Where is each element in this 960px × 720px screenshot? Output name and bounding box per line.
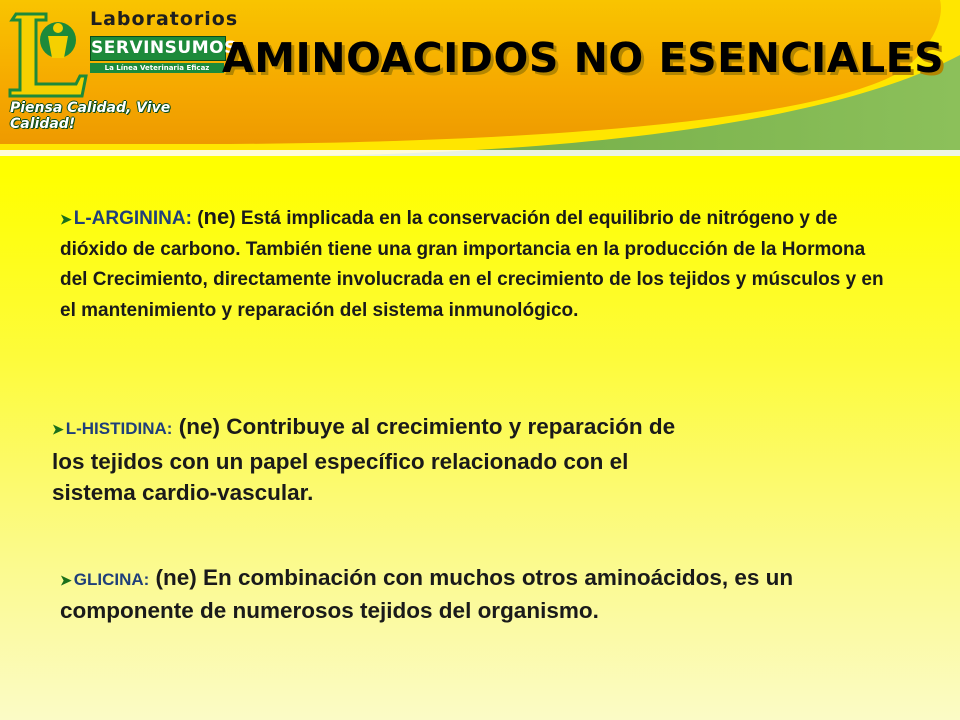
logo-name: Laboratorios: [90, 8, 239, 30]
arrow-bullet-icon: ➤: [60, 211, 72, 227]
item-qualifier: ne: [203, 204, 230, 229]
item-term: L-HISTIDINA:: [65, 419, 173, 438]
list-item: [60, 202, 890, 326]
company-logo: [6, 6, 239, 132]
item-term: L-ARGININA:: [73, 208, 192, 229]
item-qualifier-open: (: [191, 208, 204, 229]
item-text: (ne) En combinación con muchos otros aminoácidos, es un componente de numerosos tejidos del organismo.: [60, 565, 794, 623]
logo-emblem-icon: [6, 6, 90, 98]
arrow-bullet-icon: ➤: [60, 572, 72, 588]
item-text: (ne) Contribuye al crecimiento y reparación de los tejidos con un papel específico relacionado con el sistema cardio-vascular.: [52, 414, 676, 505]
logo-brand: SERVINSUMOS: [90, 36, 226, 61]
logo-slogan: Piensa Calidad, Vive Calidad!: [10, 100, 171, 132]
header-banner: [0, 0, 960, 170]
item-term: GLICINA:: [73, 570, 150, 589]
list-item: [60, 563, 800, 626]
arrow-bullet-icon: ➤: [52, 421, 64, 437]
list-item: [52, 411, 692, 509]
logo-tagline: La Línea Veterinaria Eficaz: [90, 63, 224, 73]
item-text: Está implicada en la conservación del equilibrio de nitrógeno y de dióxido de carbono. También tiene una gran importancia en la producción de la Hormona del Crecimiento, directamente involucrada en el crecimiento de los tejidos y músculos y en el mantenimiento y reparación del sistema inmunológico.: [60, 208, 884, 321]
item-qualifier-close: ): [229, 208, 236, 229]
slide-title: AMINOACIDOS NO ESENCIALES: [222, 34, 945, 82]
